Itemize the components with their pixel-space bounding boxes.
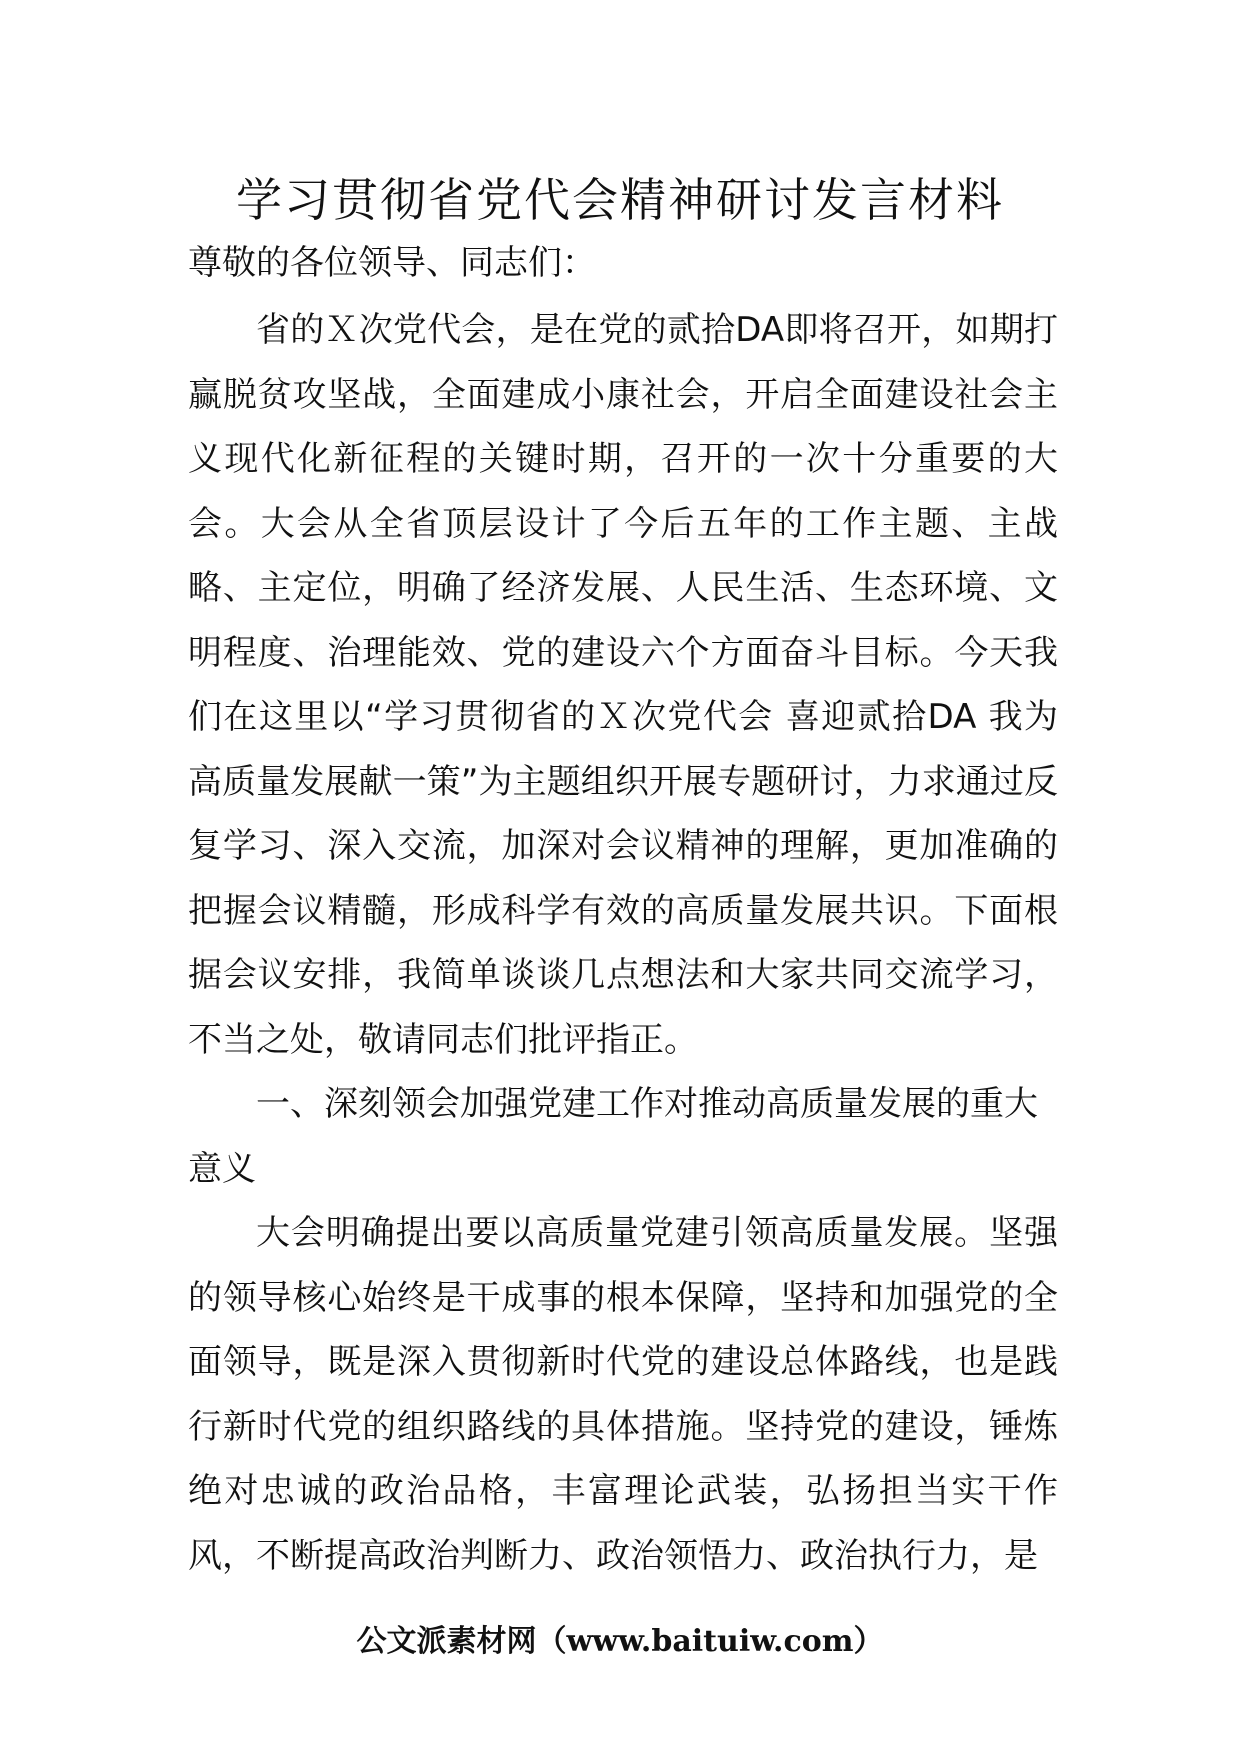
footer-watermark-text: 公文派素材网（www.baituiw.com） — [356, 1624, 884, 1659]
salutation: 尊敬的各位领导、同志们： — [188, 243, 596, 283]
section-heading-1: 一、深刻领会加强党建工作对推动高质量发展的重大意义 — [188, 1084, 1038, 1189]
document-body — [188, 298, 1058, 1588]
paragraph-section-1: 大会明确提出要以高质量党建引领高质量发展。坚强的领导核心始终是干成事的根本保障，坚持和加强党的全面领导，既是深入贯彻新时代党的建设总体路线，也是践行新时代党的组织路线的具体措施。坚持党的建设，锤炼绝对忠诚的政治品格，丰富理论武装，弘扬担当实干作风，不断提高政治判断力、政治领悟力、政治执行力，是 — [188, 1213, 1058, 1576]
document-title: 学习贯彻省党代会精神研讨发言材料 — [236, 173, 1004, 227]
paragraph-intro: 省的Ｘ次党代会，是在党的贰拾DA即将召开，如期打赢脱贫攻坚战，全面建成小康社会，开启全面建设社会主义现代化新征程的关键时期，召开的一次十分重要的大会。大会从全省顶层设计了今后五年的工作主题、主战略、主定位，明确了经济发展、人民生活、生态环境、文明程度、治理能效、党的建设六个方面奋斗目标。今天我们在这里以“学习贯彻省的Ｘ次党代会 喜迎贰拾DA 我为高质量发展献一策”为主题组织开展专题研讨，力求通过反复学习、深入交流，加深对会议精神的理解，更加准确的把握会议精髓，形成科学有效的高质量发展共识。下面根据会议安排，我简单谈谈几点想法和大家共同交流学习，不当之处，敬请同志们批评指正。 — [188, 310, 1058, 1060]
